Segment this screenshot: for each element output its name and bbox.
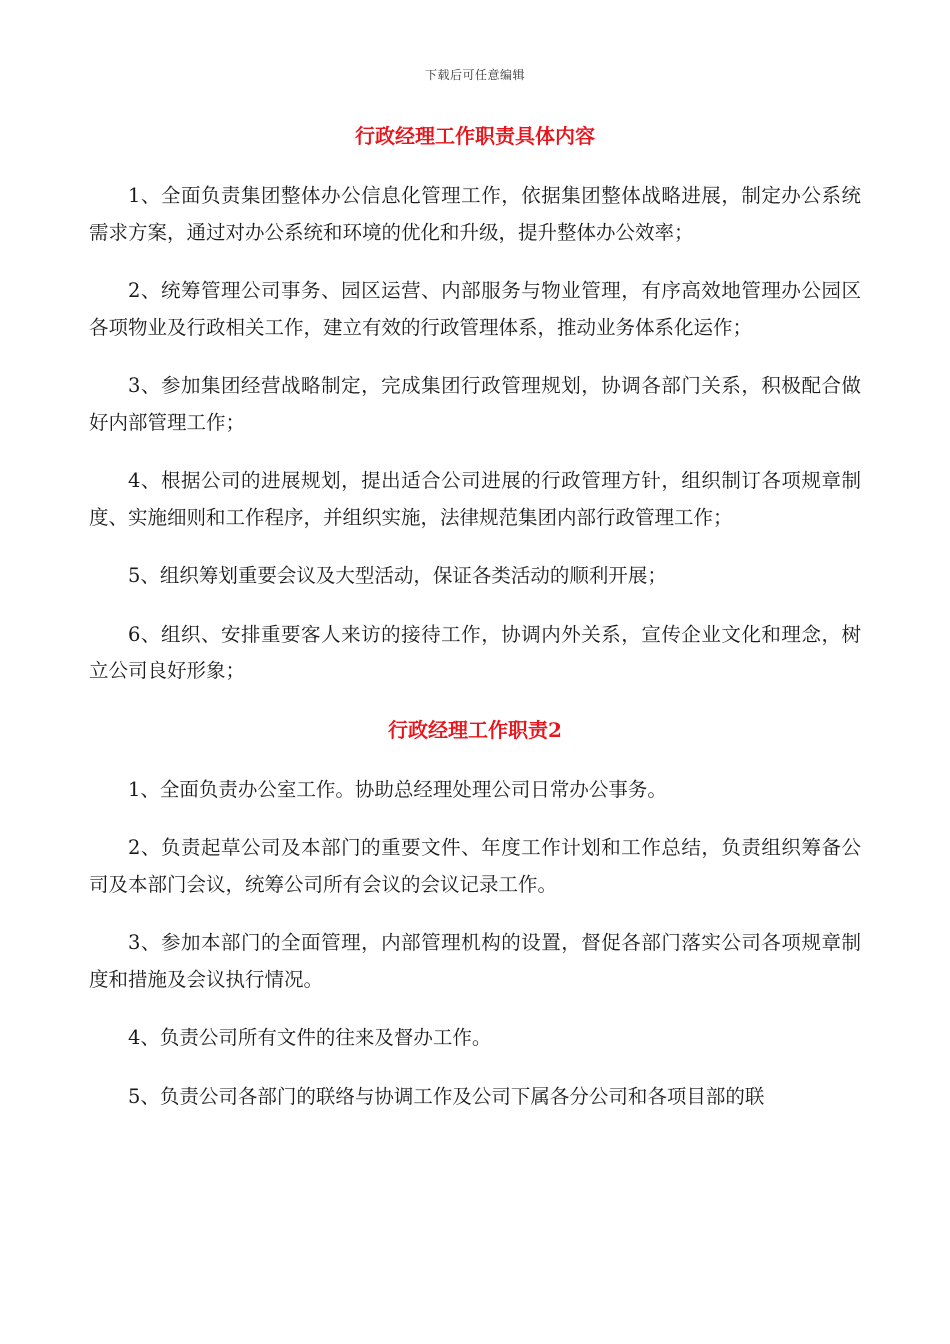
duty2-item-5: 5、负责公司各部门的联络与协调工作及公司下属各分公司和各项目部的联 bbox=[128, 1084, 765, 1108]
duty-item-3: 3、参加集团经营战略制定，完成集团行政管理规划，协调各部门关系，积极配合做好内部管理工作； bbox=[89, 374, 861, 434]
duty2-item-4: 4、负责公司所有文件的往来及督办工作。 bbox=[128, 1026, 492, 1049]
duty-item-4: 4、根据公司的进展规划，提出适合公司进展的行政管理方针，组织制订各项规章制度、实施细则和工作程序，并组织实施，法律规范集团内部行政管理工作； bbox=[89, 469, 861, 529]
duty-item-2: 2、统筹管理公司事务、园区运营、内部服务与物业管理，有序高效地管理办公园区各项物业及行政相关工作，建立有效的行政管理体系，推动业务体系化运作； bbox=[89, 279, 861, 339]
duty2-item-2: 2、负责起草公司及本部门的重要文件、年度工作计划和工作总结，负责组织筹备公司及本部门会议，统筹公司所有会议的会议记录工作。 bbox=[89, 836, 861, 896]
duty-item-6: 6、组织、安排重要客人来访的接待工作，协调内外关系，宣传企业文化和理念，树立公司良好形象； bbox=[89, 622, 861, 682]
section-title-2: 行政经理工作职责2 bbox=[388, 717, 562, 742]
duty2-item-3: 3、参加本部门的全面管理，内部管理机构的设置，督促各部门落实公司各项规章制度和措施及会议执行情况。 bbox=[89, 931, 861, 991]
duty-item-1: 1、全面负责集团整体办公信息化管理工作，依据集团整体战略进展，制定办公系统需求方案，通过对办公系统和环境的优化和升级，提升整体办公效率； bbox=[89, 184, 861, 244]
page-header-note: 下载后可任意编辑 bbox=[424, 68, 525, 82]
section-title-1: 行政经理工作职责具体内容 bbox=[355, 124, 595, 148]
duty-item-5: 5、组织筹划重要会议及大型活动，保证各类活动的顺利开展； bbox=[128, 564, 667, 587]
document-body bbox=[89, 118, 861, 1137]
duty2-item-1: 1、全面负责办公室工作。协助总经理处理公司日常办公事务。 bbox=[128, 777, 667, 801]
